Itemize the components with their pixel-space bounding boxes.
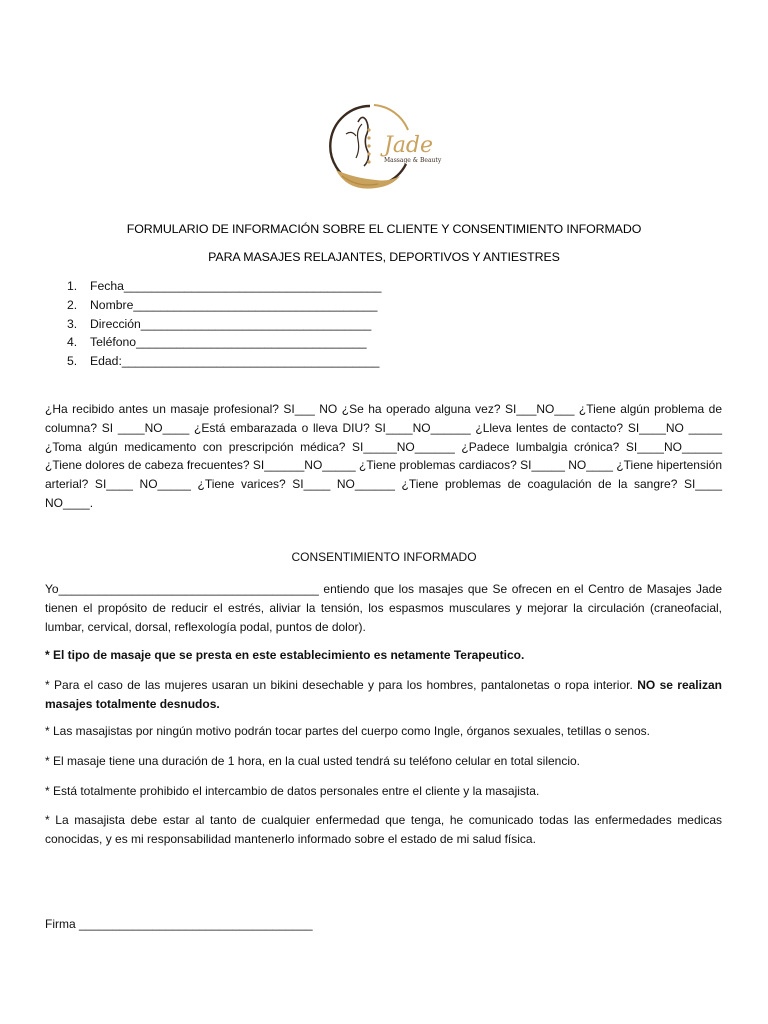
consent-bullet-therapeutic: * El tipo de masaje que se presta en este establecimiento es netamente Terapeutico. (45, 648, 525, 662)
consent-bullet-duration: * El masaje tiene una duración de 1 hora, en la cual usted tendrá su teléfono celular en total silencio. (45, 754, 581, 768)
field-nombre[interactable] (67, 296, 381, 315)
consent-bullet-clothing-text: * Para el caso de las mujeres usaran un bikini desechable y para los hombres, pantalonetas o ropa interior. (45, 678, 638, 692)
field-direccion[interactable] (67, 315, 381, 334)
form-title-line1: FORMULARIO DE INFORMACIÓN SOBRE EL CLIENTE Y CONSENTIMIENTO INFORMADO (126, 222, 642, 236)
consent-heading: CONSENTIMIENTO INFORMADO (291, 550, 477, 564)
field-label: Teléfono__________________________________ (90, 335, 367, 350)
jade-logo (318, 100, 452, 196)
field-label: Dirección__________________________________ (90, 316, 372, 331)
field-label: Nombre____________________________________ (90, 297, 378, 312)
consent-bullet-health-disclosure: * La masajista debe estar al tanto de cualquier enfermedad que tenga, he comunicado todas las enfermedades medicas conocidas, y es mi responsabilidad mantenerlo informado sobre el estado de mi salud física. (45, 813, 722, 846)
health-questions-paragraph[interactable]: ¿Ha recibido antes un masaje profesional? SI___ NO ¿Se ha operado alguna vez? SI___NO___ ¿Tiene algún problema de columna? SI ____NO____ ¿Está embarazada o lleva DIU? SI____NO______ ¿Lleva lentes de contacto? SI____NO _____ ¿Toma algún medicamento con prescripción médica? SI_____NO______ ¿Padece lumbalgia crónica? SI____NO______ ¿Tiene dolores de cabeza frecuentes? SI______NO_____ ¿Tiene problemas cardiacos? SI_____ NO____ ¿Tiene hipertensión arterial? SI____ NO_____ ¿Tiene varices? SI____ NO______ ¿Tiene problemas de coagulación de la sangre? SI____ NO____. (45, 402, 722, 510)
client-info-fields (67, 277, 381, 371)
signature-line[interactable]: Firma ___________________________________ (45, 917, 313, 931)
form-title-line2: PARA MASAJES RELAJANTES, DEPORTIVOS Y ANTIESTRES (208, 250, 560, 264)
field-number: 4. (67, 335, 78, 350)
field-number: 3. (67, 316, 78, 331)
field-number: 2. (67, 297, 78, 312)
field-label: Edad:______________________________________ (90, 354, 380, 369)
field-number: 1. (67, 279, 78, 293)
field-number: 5. (67, 354, 78, 369)
field-edad[interactable] (67, 352, 381, 371)
consent-bullet-no-data-exchange: * Está totalmente prohibido el intercambio de datos personales entre el cliente y la masajista. (45, 784, 540, 798)
consent-bullet-no-touch: * Las masajistas por ningún motivo podrán tocar partes del cuerpo como Ingle, órganos sexuales, tetillas o senos. (45, 724, 651, 738)
jade-logo-icon (318, 100, 452, 196)
brand-tagline: Massage & Beauty (384, 157, 442, 164)
brand-name: Jade (384, 133, 434, 158)
field-telefono[interactable] (67, 333, 381, 352)
consent-intro-paragraph[interactable]: Yo_______________________________________ entiendo que los masajes que Se ofrecen en el Centro de Masajes Jade tienen el propósito de reducir el estrés, aliviar la tensión, los espasmos musculares y mejorar la circulación (craneofacial, lumbar, cervical, dorsal, reflexología podal, puntos de dolor). (45, 582, 722, 634)
consent-bullet-clothing-emphasis: NO se realizan masajes totalmente desnudos. (45, 678, 722, 711)
field-label: Fecha______________________________________ (90, 279, 382, 293)
field-fecha[interactable] (67, 277, 381, 296)
consent-bullet-clothing (45, 676, 722, 714)
